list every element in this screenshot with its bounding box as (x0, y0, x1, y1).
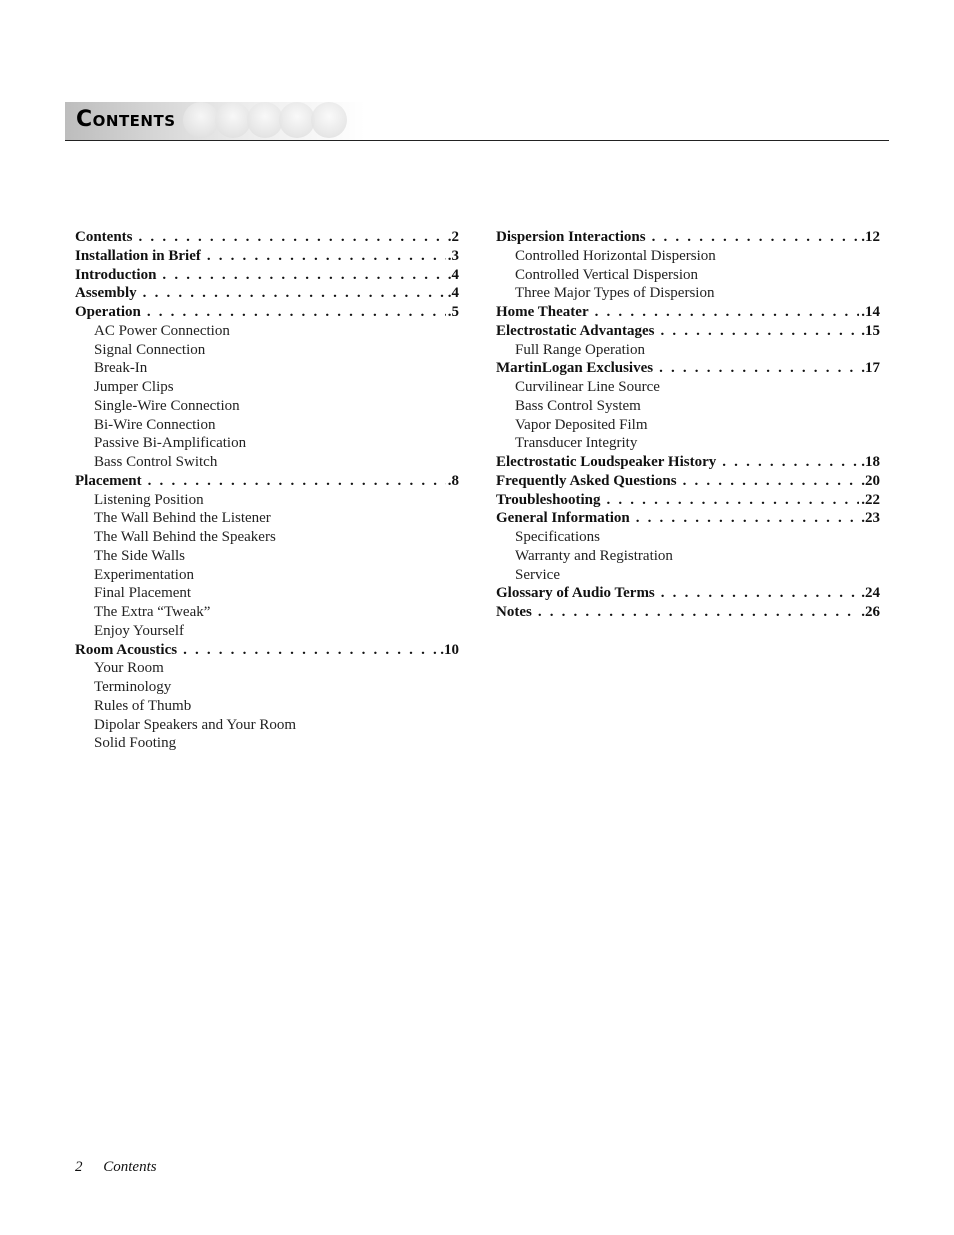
toc-entry[interactable] (496, 228, 880, 247)
dot-leader (661, 584, 859, 603)
toc-entry[interactable] (75, 472, 459, 491)
toc-page-number: .15 (861, 322, 880, 339)
toc-entry-label: Bass Control Switch (94, 454, 218, 470)
toc-page-number: .5 (447, 304, 459, 320)
toc-entry-label: Three Major Types of Dispersion (515, 285, 715, 302)
toc-entry-label: Introduction (75, 266, 157, 283)
dot-leader (652, 228, 860, 247)
toc-subentry[interactable] (496, 266, 880, 285)
toc-entry-label: The Wall Behind the Listener (94, 510, 271, 527)
circle-decoration (183, 102, 219, 138)
toc-entry-label: Curvilinear Line Source (515, 379, 660, 395)
toc-subentry[interactable] (75, 716, 459, 735)
toc-page-number: .3 (447, 247, 459, 264)
dot-leader (162, 266, 445, 285)
toc-entry-label: Contents (75, 229, 133, 245)
toc-entry[interactable] (496, 303, 880, 322)
toc-entry-label: Controlled Vertical Dispersion (515, 266, 699, 283)
toc-subentry[interactable] (496, 284, 880, 303)
toc-subentry[interactable] (75, 322, 459, 341)
dot-leader (595, 303, 860, 322)
footer-section: Contents (103, 1159, 157, 1175)
dot-leader (538, 603, 859, 622)
toc-page-number: .8 (447, 472, 459, 489)
toc-subentry[interactable] (75, 528, 459, 547)
toc-entry-label: Signal Connection (94, 341, 206, 358)
toc-page-number: .18 (861, 454, 880, 470)
toc-subentry[interactable] (496, 247, 880, 266)
toc-entry-label: Dispersion Interactions (496, 229, 646, 245)
toc-entry[interactable] (75, 247, 459, 266)
toc-entry-label: Full Range Operation (515, 341, 645, 358)
toc-subentry[interactable] (496, 434, 880, 453)
toc-entry-label: Electrostatic Advantages (496, 322, 655, 339)
toc-entry-label: Troubleshooting (496, 491, 601, 508)
decorative-circles (183, 102, 343, 140)
toc-subentry[interactable] (496, 416, 880, 435)
circle-decoration (215, 102, 251, 138)
toc-subentry[interactable] (75, 378, 459, 397)
toc-subentry[interactable] (75, 359, 459, 378)
footer-page-number: 2 (75, 1159, 83, 1175)
dot-leader (139, 228, 446, 247)
toc-entry-label: The Extra “Tweak” (94, 604, 211, 620)
toc-entry-label: Bi-Wire Connection (94, 416, 216, 433)
toc-entry-label: Terminology (94, 679, 172, 695)
toc-entry-label: Rules of Thumb (94, 697, 192, 714)
toc-entry-label: Experimentation (94, 566, 194, 583)
toc-entry-label: Service (515, 566, 560, 583)
toc-subentry[interactable] (75, 341, 459, 360)
dot-leader (722, 453, 859, 472)
toc-left-column (75, 228, 459, 753)
dot-leader (606, 491, 859, 510)
toc-page-number: .20 (861, 472, 880, 489)
dot-leader (660, 322, 859, 341)
toc-entry-label: Room Acoustics (75, 641, 178, 658)
toc-entry-label: Glossary of Audio Terms (496, 585, 655, 602)
toc-entry-label: Notes (496, 604, 532, 620)
toc-entry-label: Break-In (94, 360, 148, 377)
dot-leader (659, 359, 859, 378)
toc-entry[interactable] (75, 228, 459, 247)
toc-subentry[interactable] (496, 547, 880, 566)
toc-entry-label: Solid Footing (94, 735, 177, 752)
toc-entry[interactable] (496, 453, 880, 472)
toc-right-column (496, 228, 880, 622)
toc-entry-label: Single-Wire Connection (94, 397, 240, 414)
page-title: Contents (76, 107, 176, 132)
dot-leader (147, 303, 446, 322)
toc-subentry[interactable] (75, 697, 459, 716)
toc-subentry[interactable] (496, 528, 880, 547)
toc-entry-label: Warranty and Registration (515, 547, 673, 564)
toc-subentry[interactable] (75, 603, 459, 622)
toc-entry[interactable] (496, 322, 880, 341)
toc-entry-label: The Wall Behind the Speakers (94, 529, 276, 545)
toc-subentry[interactable] (75, 397, 459, 416)
toc-subentry[interactable] (75, 416, 459, 435)
toc-page-number: .12 (861, 229, 880, 245)
toc-subentry[interactable] (75, 434, 459, 453)
toc-entry[interactable] (496, 584, 880, 603)
dot-leader (143, 284, 446, 303)
toc-entry[interactable] (496, 491, 880, 510)
toc-page-number: .23 (861, 510, 880, 527)
toc-entry[interactable] (496, 472, 880, 491)
toc-subentry[interactable] (496, 341, 880, 360)
dot-leader (683, 472, 860, 491)
toc-entry-label: Placement (75, 472, 142, 489)
circle-decoration (311, 102, 347, 138)
toc-subentry[interactable] (496, 378, 880, 397)
toc-entry[interactable] (496, 603, 880, 622)
dot-leader (183, 641, 438, 660)
toc-entry-label: Passive Bi-Amplification (94, 435, 247, 452)
toc-entry-label: Electrostatic Loudspeaker History (496, 454, 717, 470)
toc-entry-label: Your Room (94, 660, 164, 677)
toc-subentry[interactable] (75, 659, 459, 678)
toc-page-number: .14 (861, 304, 880, 320)
toc-entry-label: Dipolar Speakers and Your Room (94, 716, 297, 733)
toc-subentry[interactable] (75, 622, 459, 641)
toc-entry-label: Vapor Deposited Film (515, 416, 648, 433)
toc-entry-label: Installation in Brief (75, 247, 201, 264)
toc-page-number: .2 (447, 229, 459, 245)
dot-leader (148, 472, 446, 491)
toc-entry-label: Transducer Integrity (515, 435, 638, 452)
toc-entry-label: The Side Walls (94, 547, 186, 564)
toc-page-number: .4 (447, 266, 459, 283)
toc-entry[interactable] (75, 284, 459, 303)
toc-entry[interactable] (75, 266, 459, 285)
toc-entry-label: Bass Control System (515, 397, 641, 414)
toc-subentry[interactable] (496, 566, 880, 585)
toc-entry-label: Home Theater (496, 304, 589, 320)
toc-entry-label: AC Power Connection (94, 322, 230, 339)
toc-entry[interactable] (496, 509, 880, 528)
toc-subentry[interactable] (75, 547, 459, 566)
toc-entry[interactable] (496, 359, 880, 378)
toc-entry-label: Controlled Horizontal Dispersion (515, 247, 716, 264)
toc-entry[interactable] (75, 303, 459, 322)
toc-entry-label: Final Placement (94, 585, 192, 602)
toc-subentry[interactable] (75, 491, 459, 510)
toc-entry-label: Operation (75, 304, 141, 320)
toc-page-number: .24 (861, 585, 880, 602)
toc-subentry[interactable] (75, 566, 459, 585)
toc-entry-label: MartinLogan Exclusives (496, 360, 654, 377)
circle-decoration (247, 102, 283, 138)
toc-entry-label: Frequently Asked Questions (496, 472, 677, 489)
header-rule (65, 140, 889, 141)
toc-entry[interactable] (75, 641, 459, 660)
toc-entry-label: Enjoy Yourself (94, 622, 185, 639)
toc-entry-label: Listening Position (94, 491, 204, 508)
dot-leader (207, 247, 446, 266)
toc-page-number: .26 (861, 604, 880, 620)
toc-subentry[interactable] (75, 453, 459, 472)
toc-entry-label: Assembly (75, 285, 137, 302)
toc-subentry[interactable] (496, 397, 880, 416)
page-header (65, 100, 889, 141)
toc-subentry[interactable] (75, 678, 459, 697)
toc-subentry[interactable] (75, 509, 459, 528)
circle-decoration (279, 102, 315, 138)
toc-entry-label: General Information (496, 510, 630, 527)
toc-page-number: .10 (440, 641, 459, 658)
toc-page-number: .17 (861, 360, 880, 377)
page-footer (75, 1159, 157, 1176)
dot-leader (636, 509, 860, 528)
toc-page-number: .4 (447, 285, 459, 302)
toc-page-number: .22 (861, 491, 880, 508)
toc-subentry[interactable] (75, 734, 459, 753)
toc-entry-label: Specifications (515, 529, 600, 545)
toc-subentry[interactable] (75, 584, 459, 603)
toc-entry-label: Jumper Clips (94, 379, 174, 395)
